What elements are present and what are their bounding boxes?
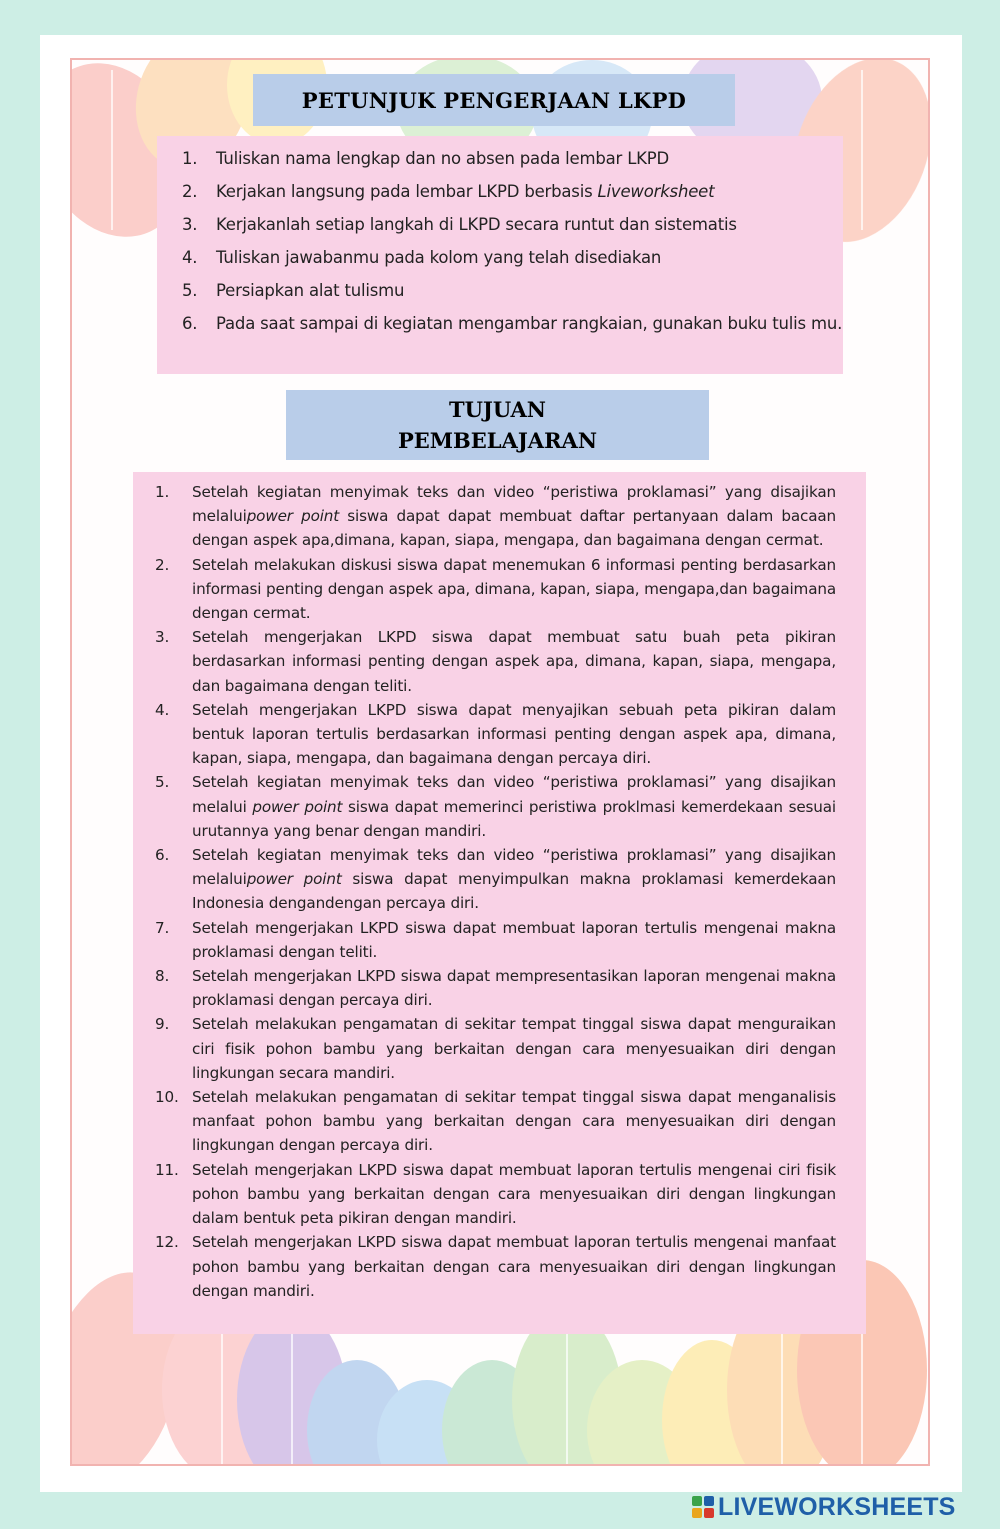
list-item-text-main: Tuliskan nama lengkap dan no absen pada lembar LKPD <box>216 149 670 168</box>
list-item-text-italic: power point <box>252 797 343 816</box>
list-item-text <box>192 556 836 622</box>
list-item <box>157 274 843 307</box>
list-item-text-main: Setelah mengerjakan LKPD siswa dapat menyajikan sebuah peta pikiran dalam bentuk laporan tertulis berdasarkan informasi penting dengan aspek apa, dimana, kapan, siapa, mengapa, dan bagaimana dengan percaya diri. <box>192 700 836 768</box>
list-item <box>157 307 843 340</box>
instructions-list <box>157 142 843 340</box>
list-item-text-main: Setelah mengerjakan LKPD siswa dapat mempresentasikan laporan mengenai makna proklamasi dengan percaya diri. <box>192 967 836 1010</box>
list-item-text-main: Setelah melakukan diskusi siswa dapat menemukan 6 informasi penting berdasarkan informasi penting dengan aspek apa, dimana, kapan, siapa, mengapa,dan bagaimana dengan cermat. <box>192 555 836 623</box>
list-item-text-tail: siswa dapat dapat membuat daftar pertanyaan dalam bacaan dengan aspek apa,dimana, kapan, siapa, mengapa, dan bagaimana dengan cermat. <box>192 507 836 550</box>
list-item-number: 5. <box>155 773 170 792</box>
list-item-text <box>192 846 836 912</box>
list-item-text <box>192 1233 836 1299</box>
list-item <box>133 625 836 698</box>
logo-mark-icon <box>692 1496 714 1518</box>
list-item <box>133 553 836 626</box>
list-item <box>133 1158 836 1231</box>
logo-text: LIVEWORKSHEETS <box>718 1492 956 1521</box>
list-item-text <box>216 241 843 274</box>
list-item <box>133 916 836 964</box>
list-item-text-main: Setelah mengerjakan LKPD siswa dapat membuat laporan tertulis mengenai manfaat pohon bambu yang berkaitan dengan cara menyesuaikan diri dengan lingkungan dengan mandiri. <box>192 1233 836 1300</box>
list-item-text-italic: power point <box>246 870 342 889</box>
list-item-text-main: Pada saat sampai di kegiatan mengambar rangkaian, gunakan buku tulis mu. <box>216 314 843 333</box>
instructions-box <box>157 136 843 374</box>
list-item <box>133 843 836 916</box>
list-item-number: 6. <box>155 846 170 865</box>
list-item-number: 4. <box>155 700 170 719</box>
instructions-title: PETUNJUK PENGERJAAN LKPD <box>253 74 735 126</box>
goals-title-line2: PEMBELAJARAN <box>397 428 598 453</box>
list-item-number: 10. <box>155 1088 179 1107</box>
list-item <box>133 480 836 553</box>
list-item <box>133 698 836 771</box>
list-item-text <box>192 483 836 549</box>
list-item-text <box>216 142 843 175</box>
list-item-text <box>216 208 843 241</box>
list-item-text <box>192 773 836 839</box>
list-item-text-main: Tuliskan jawabanmu pada kolom yang telah disediakan <box>216 248 662 267</box>
list-item-text <box>192 1015 836 1081</box>
list-item-text-main: Setelah melakukan pengamatan di sekitar tempat tinggal siswa dapat menguraikan ciri fisik pohon bambu yang berkaitan dengan cara menyesuaikan diri dengan lingkungan secara mandiri. <box>192 1015 836 1082</box>
list-item <box>157 208 843 241</box>
list-item-number: 3. <box>182 215 198 234</box>
list-item-text-main: Setelah mengerjakan LKPD siswa dapat membuat laporan tertulis mengenai makna proklamasi dengan teliti. <box>192 918 836 961</box>
goals-title-line1: TUJUAN <box>448 397 547 422</box>
list-item <box>133 1012 836 1085</box>
list-item-text-main: Setelah mengerjakan LKPD siswa dapat membuat satu buah peta pikiran berdasarkan informasi penting dengan aspek apa, dimana, kapan, siapa, mengapa, dan bagaimana dengan teliti. <box>192 628 836 695</box>
list-item-number: 9. <box>155 1015 170 1034</box>
list-item-text-italic: Liveworksheet <box>597 182 715 201</box>
list-item-text-italic: power point <box>246 507 340 526</box>
list-item-number: 2. <box>182 182 198 201</box>
list-item-number: 5. <box>182 281 198 300</box>
list-item-text-main: Setelah kegiatan menyimak teks dan video “peristiwa proklamasi” yang disajikan melalui <box>192 483 836 526</box>
list-item <box>157 241 843 274</box>
list-item-text-main: Setelah mengerjakan LKPD siswa dapat membuat laporan tertulis mengenai ciri fisik pohon bambu yang berkaitan dengan cara menyesuaikan diri dengan lingkungan dalam bentuk peta pikiran dengan mandiri. <box>192 1160 836 1228</box>
list-item-text <box>192 701 836 767</box>
list-item <box>133 1230 836 1303</box>
list-item-number: 3. <box>155 628 170 647</box>
list-item-number: 1. <box>182 149 198 168</box>
list-item-text-main: Setelah kegiatan menyimak teks dan video “peristiwa proklamasi” yang disajikan melalui <box>192 846 836 889</box>
list-item-text-main: Kerjakan langsung pada lembar LKPD berbasis <box>216 182 598 201</box>
list-item-text-tail: siswa dapat menyimpulkan makna proklamasi kemerdekaan Indonesia dengandengan percaya diri. <box>192 870 836 913</box>
list-item <box>133 964 836 1012</box>
list-item-number: 12. <box>155 1233 179 1252</box>
liveworksheets-logo <box>692 1492 992 1522</box>
list-item-text <box>192 919 836 961</box>
list-item-text-tail: siswa dapat memerinci peristiwa proklmasi kemerdekaan sesuai urutannya yang benar dengan mandiri. <box>192 797 836 840</box>
list-item-text <box>192 628 836 694</box>
goals-list <box>133 480 836 1303</box>
list-item-text <box>192 1088 836 1154</box>
list-item <box>157 175 843 208</box>
list-item-text-main: Persiapkan alat tulismu <box>216 281 405 300</box>
list-item-text <box>216 175 843 208</box>
list-item-text <box>216 307 843 340</box>
list-item-text <box>216 274 843 307</box>
list-item-text <box>192 1161 836 1227</box>
list-item-number: 2. <box>155 555 170 574</box>
list-item-number: 6. <box>182 314 198 333</box>
list-item <box>133 770 836 843</box>
list-item-text-main: Setelah melakukan pengamatan di sekitar tempat tinggal siswa dapat menganalisis manfaat pohon bambu yang berkaitan dengan cara menyesuaikan diri dengan lingkungan dengan percaya diri. <box>192 1088 836 1155</box>
list-item-text-main: Kerjakanlah setiap langkah di LKPD secara runtut dan sistematis <box>216 215 737 234</box>
list-item <box>133 1085 836 1158</box>
goals-title <box>286 390 709 460</box>
list-item-number: 8. <box>155 967 170 986</box>
list-item-number: 4. <box>182 248 198 267</box>
list-item-text-main: Setelah kegiatan menyimak teks dan video “peristiwa proklamasi” yang disajikan melalui <box>192 773 836 816</box>
goals-box <box>133 472 866 1334</box>
list-item-number: 11. <box>155 1160 179 1179</box>
list-item-text <box>192 967 836 1009</box>
list-item-number: 1. <box>155 483 170 501</box>
list-item <box>157 142 843 175</box>
list-item-number: 7. <box>155 918 170 937</box>
